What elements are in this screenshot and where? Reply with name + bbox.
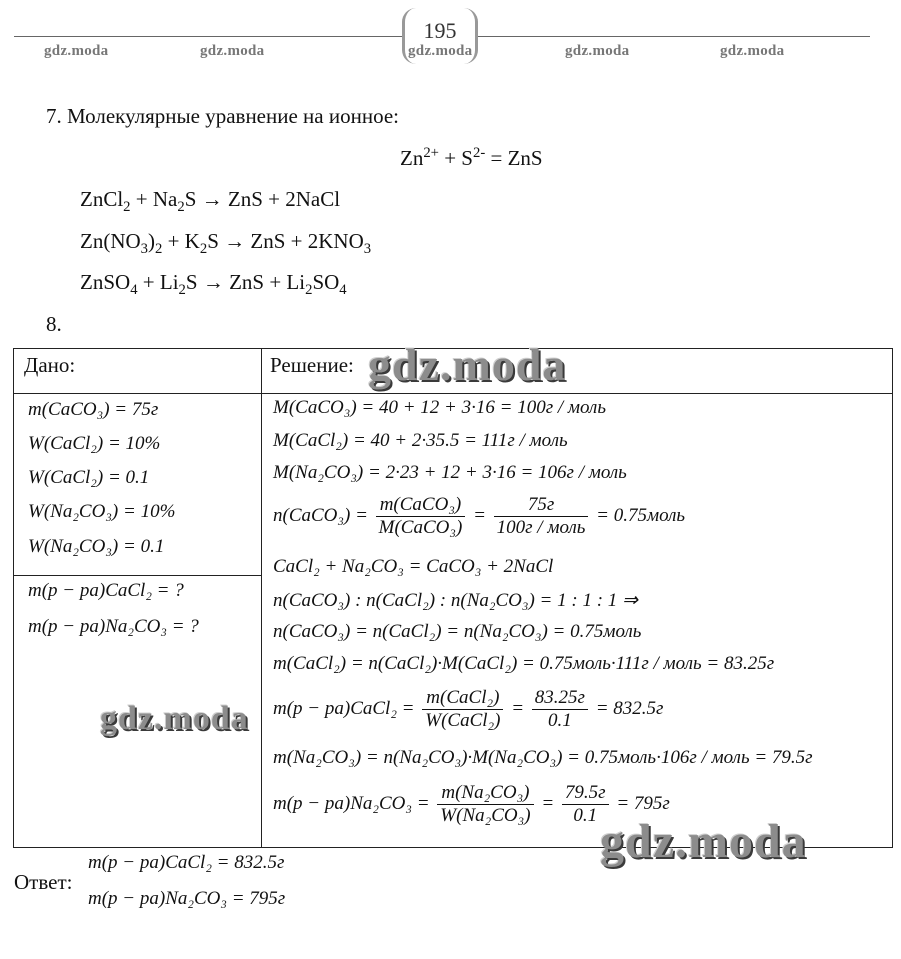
given-label: Дано: — [24, 353, 76, 377]
answer-item: m(p − pa)Na₂CO₃ = 795г — [88, 888, 286, 909]
reaction-3: ZnSO$_4$ + $Li_2S$ → ZnS + $Li_2SO_4$ — [80, 270, 347, 299]
header-rule-left — [14, 36, 402, 37]
table-header-divider — [13, 393, 892, 394]
solution-line-6: n(CaCO₃) : n(CaCl₂) : n(Na₂CO₃) = 1 : 1 : 1 ⇒ — [273, 590, 638, 611]
fraction: $\frac{\text{m(CaCO₃)}}{\text{M(CaCO₃)}}$ — [376, 494, 466, 539]
fraction: $\frac{75г}{\text{100г / моль}}$ — [494, 494, 589, 539]
watermark-large: gdz.moda — [100, 700, 249, 737]
solution-line-9: m(p − pa)CaCl₂ = $\frac{\text{m(CaCl₂)}}{\text{W(CaCl₂)}}$ = $\frac{83.25г}{0.1}$ = 832.5г — [273, 687, 664, 731]
given-find-divider — [13, 575, 261, 576]
fraction: $\frac{79.5г}{0.1}$ — [562, 782, 609, 827]
solution-line-5: CaCl₂ + Na₂CO₃ = CaCO₃ + 2NaCl — [273, 556, 554, 577]
watermark-header: gdz.moda — [200, 43, 265, 59]
given-item: W(Na₂CO₃) = 10% — [28, 501, 176, 522]
solution-line-11: m(p − pa)Na₂CO₃ = $\frac{\text{m(Na₂CO₃)}}{\text{W(Na₂CO₃)}}$ = $\frac{79.5г}{0.1}$ = 795г — [273, 782, 670, 826]
find-item: m(p − pa)Na₂CO₃ = ? — [28, 616, 199, 637]
solution-line-7: n(CaCO₃) = n(CaCl₂) = n(Na₂CO₃) = 0.75моль — [273, 621, 642, 642]
fraction: $\frac{\text{m(Na₂CO₃)}}{\text{W(Na₂CO₃)}}$ — [437, 782, 533, 827]
given-item: W(CaCl₂) = 10% — [28, 433, 161, 454]
solution-line-2: M(CaCl₂) = 40 + 2·35.5 = 111г / моль — [273, 430, 568, 451]
fraction: $\frac{83.25г}{0.1}$ — [532, 687, 588, 732]
table-column-divider — [261, 348, 262, 847]
fraction: $\frac{\text{m(CaCl₂)}}{\text{W(CaCl₂)}}$ — [422, 687, 503, 732]
watermark-header: gdz.moda — [720, 43, 785, 59]
given-item: W(CaCl₂) = 0.1 — [28, 467, 150, 488]
page-number: 195 — [423, 18, 457, 43]
reaction-2: $Zn(NO_3)_2 + K_2S$ → ZnS + $2KNO_3$ — [80, 229, 372, 258]
given-item: W(Na₂CO₃) = 0.1 — [28, 536, 165, 557]
solution-line-4: n(CaCO₃) = $\frac{\text{m(CaCO₃)}}{\text{M(CaCO₃)}}$ = $\frac{75г}{\text{100г / моль}}$ = 0.75моль — [273, 494, 686, 538]
watermark-large: gdz.moda — [600, 815, 807, 868]
solution-line-10: m(Na₂CO₃) = n(Na₂CO₃)·M(Na₂CO₃) = 0.75моль·106г / моль = 79.5г — [273, 747, 813, 768]
watermark-large: gdz.moda — [368, 339, 567, 390]
header-rule-right — [478, 36, 870, 37]
task7-heading: 7. Молекулярные уравнение на ионное: — [46, 104, 399, 128]
answer-label: Ответ: — [14, 870, 73, 894]
solution-line-8: m(CaCl₂) = n(CaCl₂)·M(CaCl₂) = 0.75моль·111г / моль = 83.25г — [273, 653, 775, 674]
answer-item: m(p − pa)CaCl₂ = 832.5г — [88, 852, 285, 873]
watermark-header: gdz.moda — [565, 43, 630, 59]
task8-heading: 8. — [46, 312, 62, 336]
solution-line-3: M(Na₂CO₃) = 2·23 + 12 + 3·16 = 106г / моль — [273, 462, 627, 483]
watermark-header: gdz.moda — [408, 43, 473, 59]
reaction-1: ZnCl$_2$ + $Na_2S$ → ZnS + 2NaCl — [80, 187, 341, 216]
solution-label: Решение: — [270, 353, 354, 377]
ionic-equation: $Zn^{2+} + S^{2-}$ = ZnS — [400, 145, 543, 170]
watermark-header: gdz.moda — [44, 43, 109, 59]
find-item: m(p − pa)CaCl₂ = ? — [28, 580, 184, 601]
given-item: m(CaCO₃) = 75г — [28, 399, 159, 420]
solution-line-1: M(CaCO₃) = 40 + 12 + 3·16 = 100г / моль — [273, 397, 606, 418]
